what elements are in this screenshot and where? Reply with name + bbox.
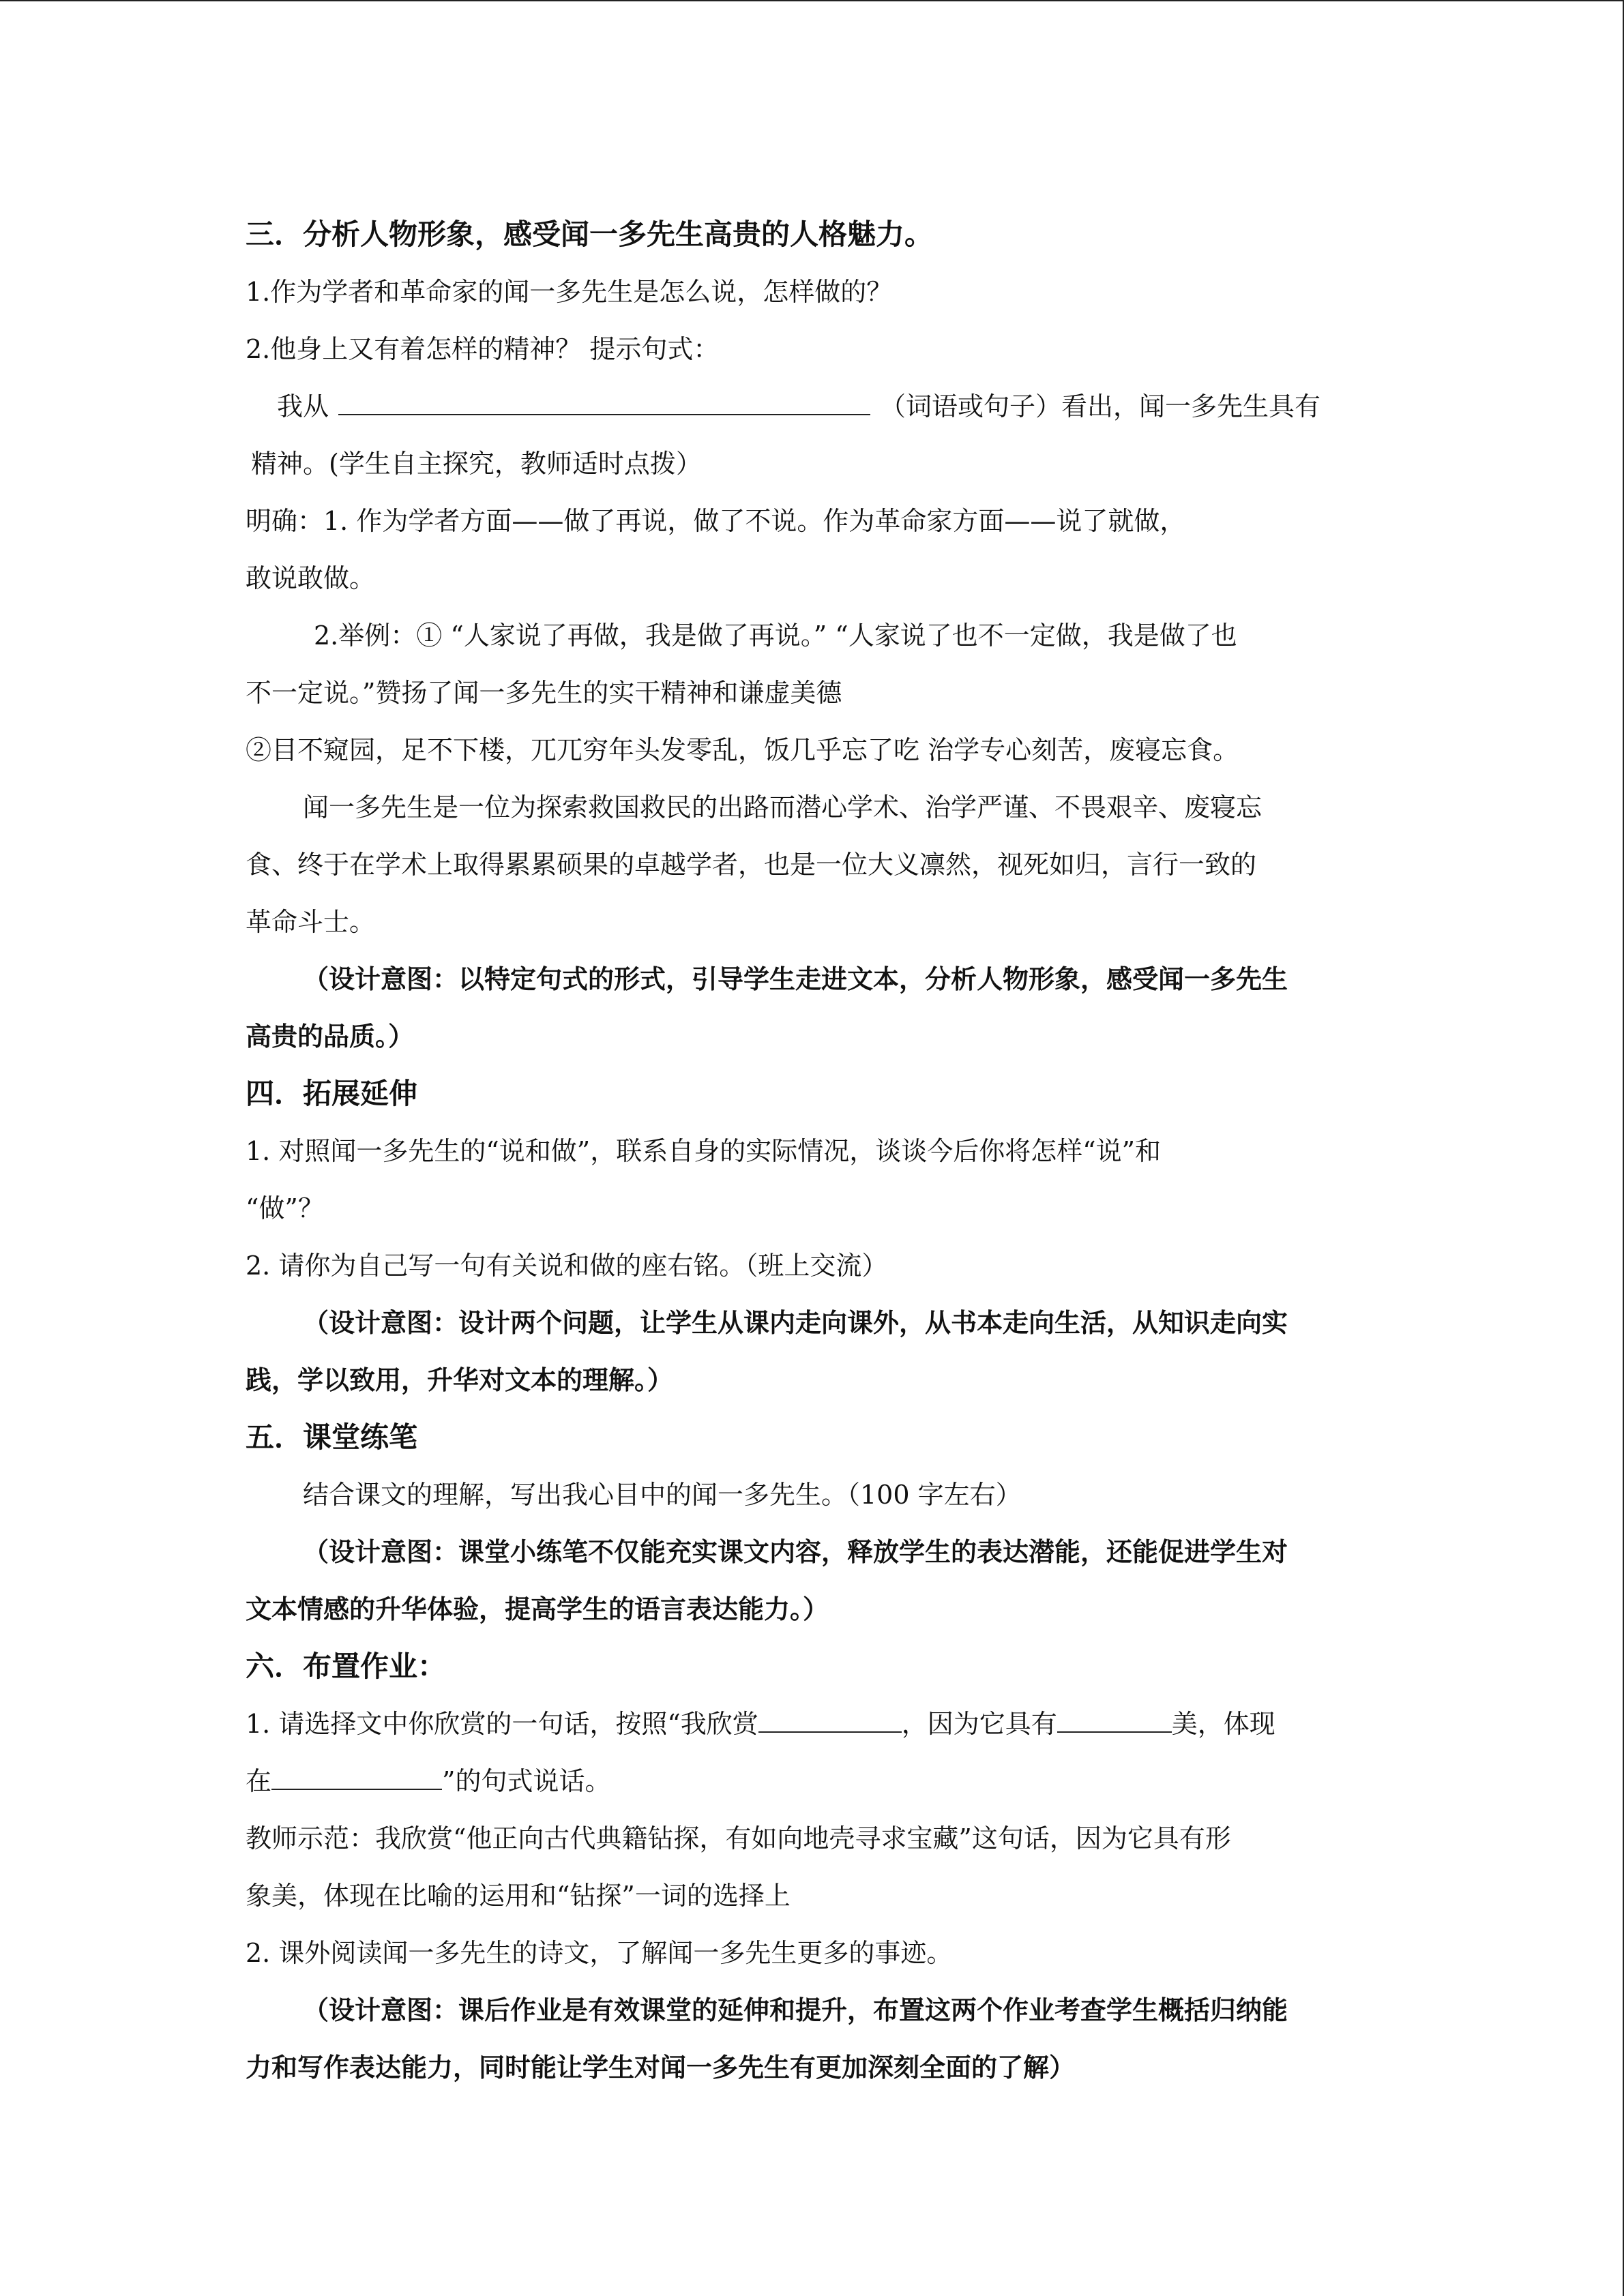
design-intent-line-2: 力和写作表达能力，同时能让学生对闻一多先生有更加深刻全面的了解）: [246, 2052, 1076, 2083]
homework-1-line-2: [246, 1753, 1378, 1810]
homework-1-text-e: ”的句式说话。: [442, 1766, 611, 1796]
homework-1-text-d: 在: [246, 1766, 272, 1796]
section-heading-homework: 六．布置作业：: [246, 1650, 447, 1683]
design-intent-line-1: （设计意图：以特定句式的形式，引导学生走进文本，分析人物形象，感受闻一多先生: [303, 964, 1288, 994]
fill-blank: [271, 1768, 442, 1790]
homework-1-text-c: 美，体现: [1171, 1709, 1275, 1739]
homework-1-text-a: 1. 请选择文中你欣赏的一句话，按照“我欣赏: [246, 1709, 758, 1739]
question-1: 1.作为学者和革命家的闻一多先生是怎么说，怎样做的？: [246, 277, 893, 307]
sentence-pattern: [246, 378, 1378, 435]
design-intent-line-1: （设计意图：课堂小练笔不仅能充实课文内容，释放学生的表达潜能，还能促进学生对: [303, 1536, 1288, 1567]
clarification-line-1: 明确：1. 作为学者方面——做了再说，做了不说。作为革命家方面——说了就做，: [246, 506, 1186, 536]
fill-blank: [758, 1711, 902, 1733]
design-intent-line-2: 文本情感的升华体验，提高学生的语言表达能力。）: [246, 1594, 829, 1624]
pattern-line-2: 精神。(学生自主探究，教师适时点拨）: [251, 449, 702, 479]
design-intent-line-2: 践，学以致用，升华对文本的理解。）: [246, 1365, 674, 1395]
pattern-suffix: （词语或句子）看出，闻一多先生具有: [880, 391, 1321, 421]
fill-blank: [338, 393, 870, 415]
homework-1-line-1: [246, 1695, 1378, 1753]
extension-question-1a: 1. 对照闻一多先生的“说和做”，联系自身的实际情况，谈谈今后你将怎样“说”和: [246, 1136, 1162, 1166]
section-heading-writing: 五．课堂练笔: [246, 1420, 418, 1454]
summary-line-2: 食、终于在学术上取得累累硕果的卓越学者，也是一位大义凛然，视死如归，言行一致的: [246, 850, 1257, 880]
design-intent-line-1: （设计意图：课后作业是有效课堂的延伸和提升，布置这两个作业考查学生概括归纳能: [303, 1995, 1288, 2025]
pattern-prefix: 我从: [277, 391, 329, 421]
example-line-2: 不一定说。”赞扬了闻一多先生的实干精神和谦虚美德: [246, 678, 842, 708]
extension-question-1b: “做”？: [246, 1193, 324, 1223]
section-heading-extension: 四．拓展延伸: [246, 1077, 418, 1110]
summary-line-1: 闻一多先生是一位为探索救国救民的出路而潜心学术、治学严谨、不畏艰辛、废寝忘: [303, 792, 1263, 822]
example-line-3: ②目不窥园，足不下楼，兀兀穷年头发零乱，饭几乎忘了吃 治学专心刻苦，废寝忘食。: [246, 735, 1239, 765]
document-body: [246, 206, 1378, 2096]
teacher-demo-line-2: 象美，体现在比喻的运用和“钻探”一词的选择上: [246, 1881, 791, 1911]
extension-question-2: 2. 请你为自己写一句有关说和做的座右铭。（班上交流）: [246, 1251, 888, 1281]
fill-blank: [1057, 1711, 1172, 1733]
homework-1-text-b: ，因为它具有: [901, 1709, 1057, 1739]
summary-line-3: 革命斗士。: [246, 907, 376, 937]
design-intent-line-2: 高贵的品质。）: [246, 1021, 415, 1052]
section-heading-analysis: 三．分析人物形象，感受闻一多先生高贵的人格魅力。: [246, 218, 934, 251]
question-2: 2.他身上又有着怎样的精神？ 提示句式：: [246, 334, 720, 364]
homework-2: 2. 课外阅读闻一多先生的诗文，了解闻一多先生更多的事迹。: [246, 1938, 953, 1968]
clarification-line-2: 敢说敢做。: [246, 563, 376, 593]
design-intent-line-1: （设计意图：设计两个问题，让学生从课内走向课外，从书本走向生活，从知识走向实: [303, 1307, 1288, 1338]
writing-task: 结合课文的理解，写出我心目中的闻一多先生。（100 字左右）: [303, 1480, 1022, 1510]
example-line-1: 2.举例：① “人家说了再做，我是做了再说。” “人家说了也不一定做，我是做了也: [314, 621, 1237, 651]
teacher-demo-line-1: 教师示范：我欣赏“他正向古代典籍钻探，有如向地壳寻求宝藏”这句话，因为它具有形: [246, 1823, 1231, 1853]
